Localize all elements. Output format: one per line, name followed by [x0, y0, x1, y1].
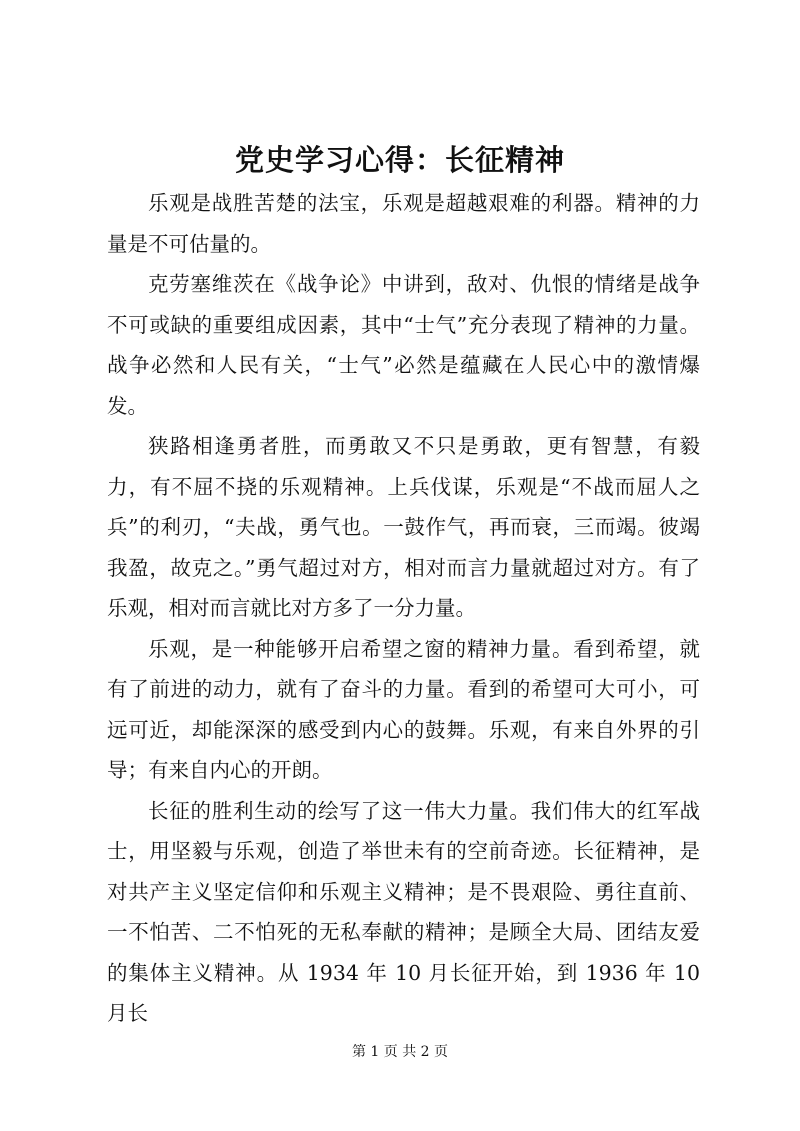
- document-title: 党史学习心得：长征精神: [234, 143, 565, 177]
- paragraph-2: 克劳塞维茨在《战争论》中讲到，敌对、仇恨的情绪是战争不可或缺的重要组成因素，其中“士气”充分表现了精神的力量。战争必然和人民有关，“士气”必然是蕴藏在人民心中的激情爆发。: [107, 272, 700, 418]
- paragraph-5: 长征的胜利生动的绘写了这一伟大力量。我们伟大的红军战士，用坚毅与乐观，创造了举世未有的空前奇迹。长征精神，是对共产主义坚定信仰和乐观主义精神；是不畏艰险、勇往直前、一不怕苦、二不怕死的无私奉献的精神；是顾全大局、团结友爱的集体主义精神。从 1934 年 10 月长征开始，到 1936 年 10 月长: [107, 798, 700, 1025]
- paragraph-3: 狭路相逢勇者胜，而勇敢又不只是勇敢，更有智慧，有毅力，有不屈不挠的乐观精神。上兵伐谋，乐观是“不战而屈人之兵”的利刃，“夫战，勇气也。一鼓作气，再而衰，三而竭。彼竭我盈，故克之。”勇气超过对方，相对而言力量就超过对方。有了乐观，相对而言就比对方多了一分力量。: [107, 434, 700, 620]
- paragraph-1: 乐观是战胜苦楚的法宝，乐观是超越艰难的利器。精神的力量是不可估量的。: [107, 191, 700, 256]
- paragraph-4: 乐观，是一种能够开启希望之窗的精神力量。看到希望，就有了前进的动力，就有了奋斗的力量。看到的希望可大可小，可远可近，却能深深的感受到内心的鼓舞。乐观，有来自外界的引导；有来自内心的开朗。: [107, 636, 700, 782]
- page-footer: 第 1 页 共 2 页: [351, 1044, 449, 1060]
- document-body: [107, 183, 700, 1034]
